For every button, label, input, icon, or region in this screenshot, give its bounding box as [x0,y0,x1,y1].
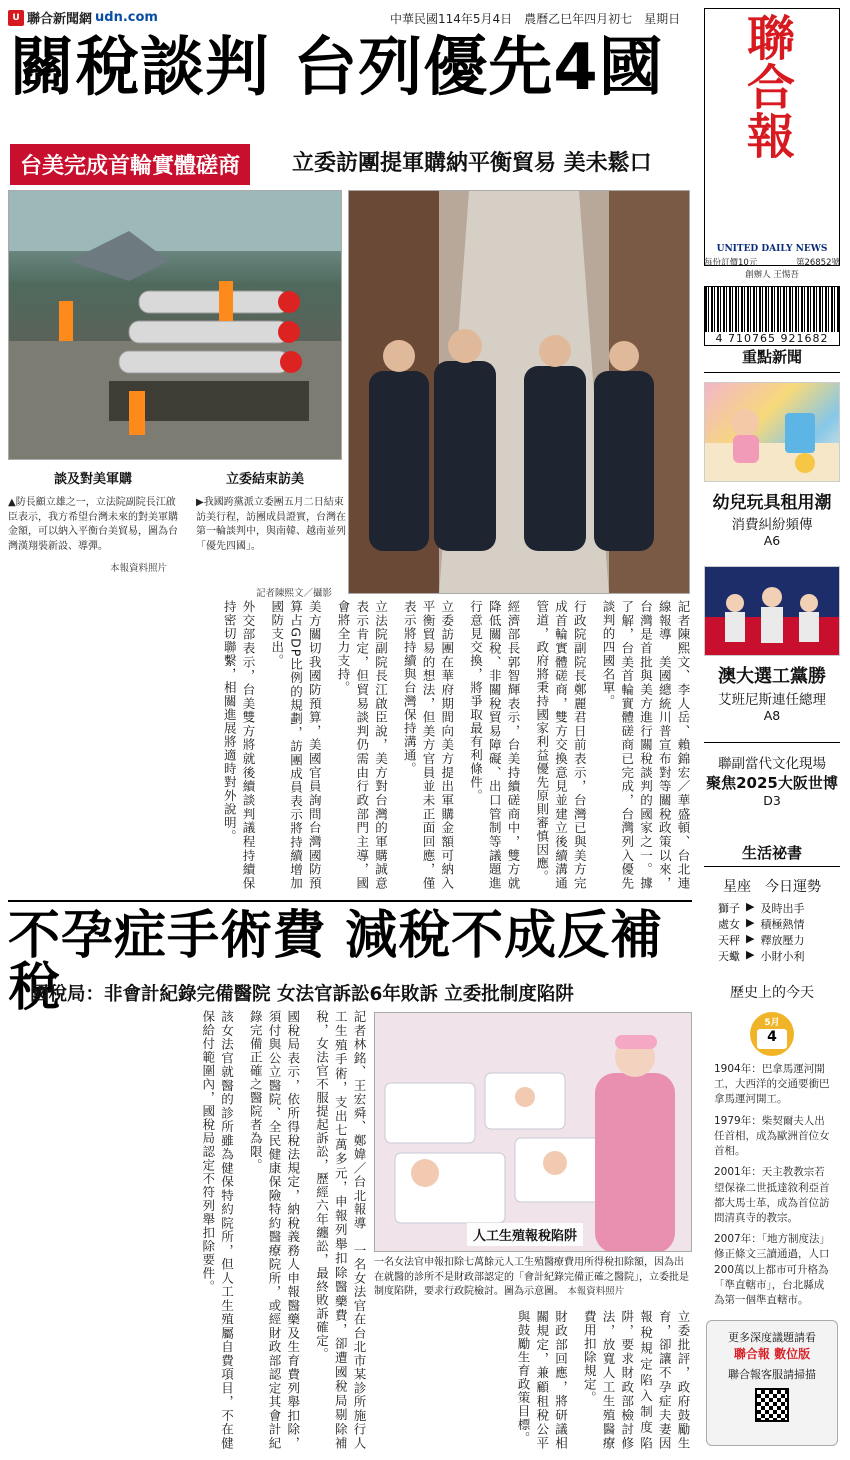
astro-arrow-icon: ▶ [746,948,755,961]
body2-para-1: 國稅局表示，依所得稅法規定，納稅義務人申報醫藥及生育費列舉扣除，須付與公立醫院、全民健康保險特約醫療院所，或經財政部認定其會計紀錄完備正確之醫院者為限。 [248,1010,301,1450]
key-news-1-title: 幼兒玩具租用潮 [712,493,832,513]
masthead[interactable] [704,8,840,266]
masthead-logo [705,11,839,165]
body1-para-0: 記者陳熙文、李人岳、賴錦宏／華盛頓、台北連線報導 美國總統川普宣布對等關稅政策以來，台灣是首批與美方進行關稅談判的國家之一。據了解，台美首輪實體磋商已完成，台灣列入優先談判的四國名單。 [601,600,691,890]
history-list [714,1062,834,1308]
lead-story-body [8,600,692,890]
key-news-rule-2 [704,742,840,743]
founder: 創辦人 王惕吾 [745,270,799,280]
subheadline-red: 台美完成首輪實體磋商 [10,144,250,185]
thumb-australia-election[interactable] [704,566,840,656]
promo-line3: 聯合報客服請掃描 [728,1368,816,1381]
toys-thumb-illustration [705,383,839,481]
barcode-number: 4 710765 921682 [705,332,839,345]
astro-arrow-icon: ▶ [746,900,755,913]
key-news-2[interactable] [704,662,840,723]
site-logo[interactable] [8,8,158,27]
key-news-1[interactable] [704,488,840,548]
photo3-credit: 本報資料照片 [567,1286,625,1297]
key-news-3-title: 聯副當代文化現場 [718,756,826,772]
life-rule [704,866,840,867]
promo-line1: 更多深度議題請看 [728,1331,816,1344]
astro-sign: 處女 [718,918,740,931]
body1-para-6: 外交部表示，台美雙方將就後續談判議程持續保持密切聯繫，相關進展將適時對外說明。 [222,600,256,890]
thumb-toys[interactable] [704,382,840,482]
astro-row [718,948,828,964]
masthead-english: UNITED DAILY NEWS [716,244,828,254]
photo2-credit: 記者陳熙文／攝影 [256,588,333,599]
photo1-credit: 本報資料照片 [110,563,168,574]
key-news-3-sub: 聚焦2025大阪世博 [706,774,838,792]
body1-para-1: 行政院副院長鄭麗君日前表示，台灣已與美方完成首輪實體磋商，雙方交換意見並建立後續溝通管道，政府將秉持國家利益優先原則審慎因應。 [534,600,588,890]
photo2-label: 立委結束訪美 [220,466,310,489]
logo-char-1: 聯 [746,11,797,67]
body1-para-3: 立委訪團在華府期間向美方提出軍購金額可納入平衡貿易的想法，但美方官員並未正面回應，僅表示將持續與台灣保持溝通。 [402,600,455,890]
key-news-rule [704,372,840,373]
key-news-title: 重點新聞 [741,348,802,366]
photo1-label: 談及對美軍購 [48,466,138,489]
election-thumb-illustration [705,567,839,655]
masthead-info [704,256,840,280]
site-name: 聯合新聞網 [27,12,93,27]
history-item: 2007年：「地方制度法」修正條文三讀通過，人口200萬以上都市可升格為「準直轄市」，台北縣成為第一個準直轄市。 [714,1233,830,1307]
second-story-body [8,1010,368,1450]
history-title: 歷史上的今天 [730,985,814,1001]
photo3-caption-text: 一名女法官申報扣除七萬餘元人工生殖醫療費用所得稅扣除額，因為出在就醫的診所不是財政部認定的「會計紀錄完備正確之醫院」，立委批是制度陷阱，要求行政院檢討。圖為示意圖。 [374,1257,689,1297]
logo-char-2: 合 [746,59,797,116]
legislators-photo-illustration [349,191,690,594]
astro-row [718,932,828,948]
missile-photo-illustration [9,191,342,460]
history-item: 1904年：巴拿馬運河開工，大西洋的交通要衝巴拿馬運河開工。 [714,1063,830,1106]
headline-infertility[interactable]: 不孕症手術費 減稅不成反補稅 [8,906,664,1018]
astro-row [718,916,828,932]
astro-list [718,900,828,964]
history-item: 2001年：天主教教宗若望保祿二世抵達敘利亞首都大馬士革，成為首位訪問清真寺的教宗。 [714,1166,830,1224]
photo3-label: 人工生殖報稅陷阱 [467,1223,583,1246]
qr-code-icon[interactable] [755,1388,789,1422]
key-news-2-title: 澳大選工黨勝 [718,666,826,687]
barcode [704,286,840,346]
price: 每份訂價10元 [704,258,758,268]
astro-sign: 天蠍 [718,950,740,963]
photo1-caption: ▲防長顧立雄之一，立法院副院長江啟臣表示，我方希望台灣未來的對美軍購金額，可以納入平衡台美貿易，圖為台灣漢翔裝新設、導彈。 [8,497,178,552]
logo-char-3: 報 [746,108,797,165]
subheadline-black: 立委訪團提軍購納平衡貿易 美未鬆口 [292,151,652,176]
photo3-caption [374,1256,692,1300]
astro-title: 星座 今日運勢 [723,879,821,895]
astro-text: 釋放壓力 [760,934,805,947]
date-line: 中華民國114年5月4日 農曆乙巳年四月初七 星期日 [390,12,681,26]
key-news-3-page: D3 [763,793,781,808]
astro-arrow-icon: ▶ [746,932,755,945]
life-section-title: 生活祕書 [741,844,802,862]
promo-line2: 聯合報 數位版 [733,1347,811,1361]
astro-sign: 天秤 [718,934,740,947]
body2-para-0: 記者林銘、王宏舜、鄭媁／台北報導 一名女法官在台北市某診所施行人工生殖手術，支出七萬多元，申報列舉扣除醫藥費，卻遭國稅局剔除補稅，女法官不服提起訴訟，歷經六年纏訟，最終敗訴確定。 [314,1010,367,1450]
headline2-subtitle: 國稅局：非會計紀錄完備醫院 女法官訴訟6年敗訴 立委批制度陷阱 [30,984,574,1005]
key-news-3[interactable] [704,752,840,808]
digital-promo[interactable] [706,1320,838,1446]
astro-arrow-icon: ▶ [746,916,755,929]
section-divider [8,900,692,902]
day-badge [750,1012,794,1056]
site-url: udn.com [95,10,158,25]
astro-sign: 獅子 [718,902,740,915]
key-news-1-sub: 消費糾紛頻傳 [731,517,813,533]
history-item: 1979年：柴契爾夫人出任首相，成為歐洲首位女首相。 [714,1114,830,1158]
key-news-2-page: A8 [763,708,781,723]
second-story-body-cont [374,1310,692,1450]
body2-para-2: 該女法官就醫的診所雖為健保特約院所，但人工生殖屬自費項目，不在健保給付範圍內，國稅局認定不符列舉扣除要件。 [200,1010,235,1450]
photo2-caption: ▶我國跨黨派立委團五月二日結束訪美行程，訪團成員證實，台灣在第一輪談判中，與南韓、越南並列「優先四國」。 [196,497,346,552]
astro-row [718,900,828,916]
nursery-photo-illustration [375,1013,692,1252]
udn-logo-icon: U [8,10,24,26]
body2-para-4: 財政部回應，將研議相關規定，兼顧租稅公平與鼓勵生育政策目標。 [516,1310,569,1450]
issue-number: 第26852號 [795,258,840,268]
body1-para-5: 美方關切我國防預算，美國官員詢問台灣國防預算占GDP比例的規劃，訪團成員表示將持續增加國防支出。 [269,600,323,890]
astro-text: 小財小利 [760,950,805,963]
photo-military-missiles[interactable] [8,190,342,460]
day-badge-month: 5月 [764,1018,780,1028]
headline-tariff[interactable]: 關稅談判 台列優先4國 [10,31,664,105]
body2-para-3: 立委批評，政府鼓勵生育，卻讓不孕症夫妻因報稅規定陷入制度陷阱，要求財政部檢討修法，放寬人工生殖醫療費用扣除規定。 [582,1310,691,1450]
key-news-2-sub: 艾班尼斯連任總理 [718,692,826,708]
astro-text: 及時出手 [760,902,805,915]
astro-text: 積極熱情 [760,918,805,931]
photo-nursery[interactable] [374,1012,692,1252]
body1-para-4: 立法院副院長江啟臣說，美方對台灣的軍購誠意表示肯定，但貿易談判仍需由行政部門主導，國會將全力支持。 [336,600,389,890]
body1-para-2: 經濟部長郭智輝表示，台美持續磋商中，雙方就降低關稅、非關稅貿易障礙、出口管制等議題進行意見交換，將爭取最有利條件。 [468,600,521,890]
key-news-1-page: A6 [763,533,781,548]
photo-legislators-visit[interactable] [348,190,690,594]
day-badge-day: 4 [757,1029,787,1049]
